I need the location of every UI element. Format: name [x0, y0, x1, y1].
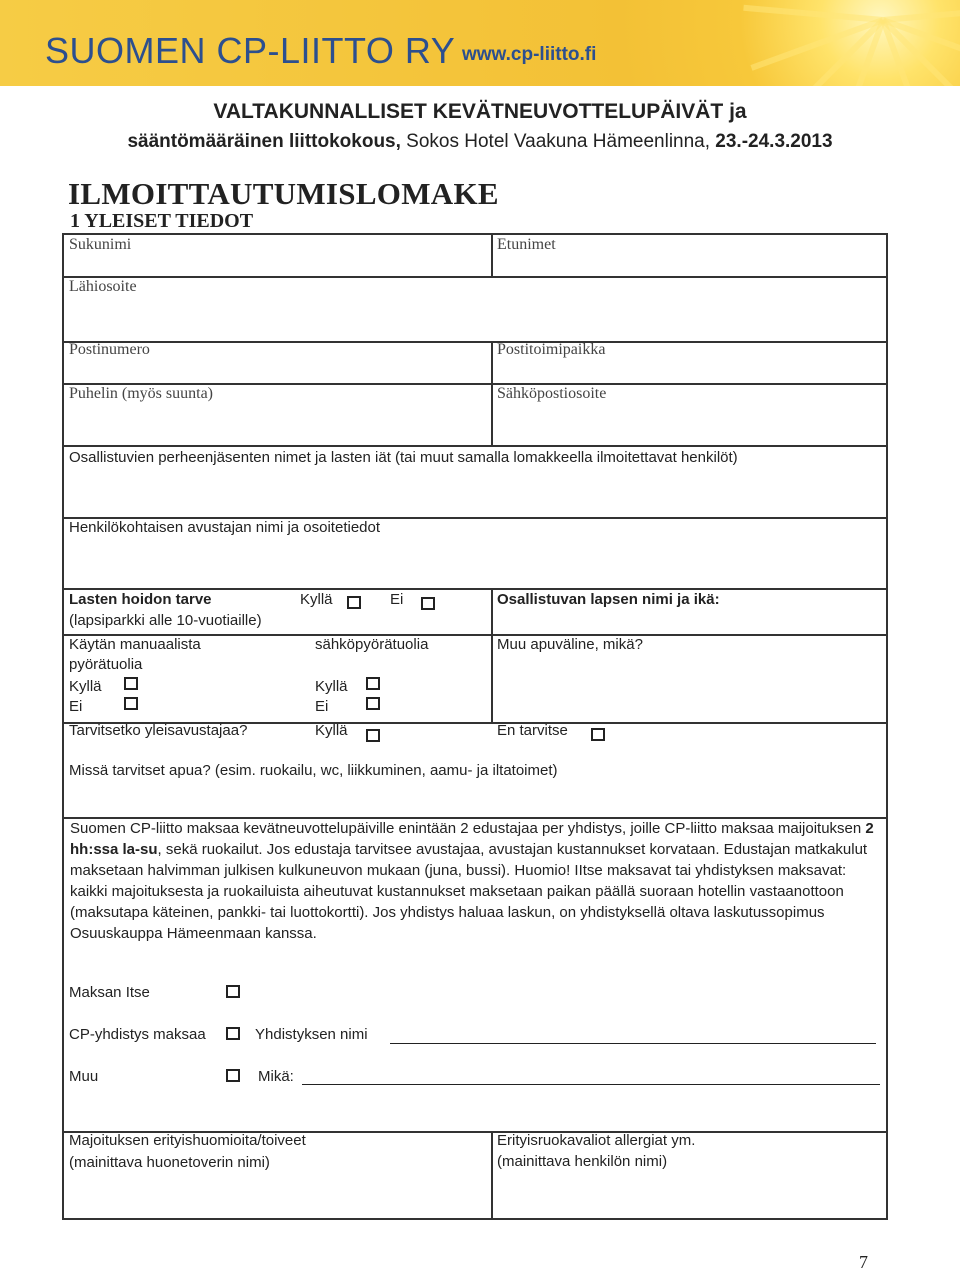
- electric-wheelchair-label: sähköpyörätuolia: [315, 636, 429, 653]
- manual-wheelchair-yes-label: Kyllä: [69, 678, 102, 695]
- payment-info-p1: Suomen CP-liitto maksaa kevätneuvottelupäiville enintään 2 edustajaa per yhdistys, joille CP-liitto maksaa maijoituksen: [70, 820, 866, 837]
- organization-logo-text: SUOMEN CP-LIITTO RY: [45, 30, 456, 71]
- payment-info-bold: 2 hh:ssa la-su: [70, 820, 874, 858]
- manual-wheelchair-no-checkbox[interactable]: [124, 697, 138, 710]
- electric-wheelchair-no-checkbox[interactable]: [366, 697, 380, 710]
- pay-other-what-label: Mikä:: [258, 1068, 294, 1085]
- divider: [64, 276, 886, 278]
- divider: [64, 588, 886, 590]
- website-url[interactable]: www.cp-liitto.fi: [462, 44, 597, 65]
- electric-wheelchair-no-label: Ei: [315, 698, 329, 715]
- electric-wheelchair-yes-label: Kyllä: [315, 678, 348, 695]
- general-assistant-yes-checkbox[interactable]: [366, 729, 380, 742]
- general-assistant-no-checkbox[interactable]: [591, 728, 605, 741]
- general-assistant-no-label: En tarvitse: [497, 722, 568, 739]
- manual-wheelchair-no-label: Ei: [69, 698, 83, 715]
- accommodation-wishes-label-1[interactable]: Majoituksen erityishuomioita/toiveet: [69, 1132, 306, 1149]
- pay-self-checkbox[interactable]: [226, 985, 240, 998]
- field-family-members[interactable]: Osallistuvien perheenjäsenten nimet ja lasten iät (tai muut samalla lomakkeella ilmoitettavat henkilöt): [69, 449, 738, 466]
- column-divider: [491, 588, 493, 723]
- column-divider: [491, 341, 493, 445]
- field-postal-code[interactable]: Postinumero: [69, 341, 150, 358]
- field-email[interactable]: Sähköpostiosoite: [497, 385, 607, 402]
- form-title: ILMOITTAUTUMISLOMAKE: [68, 176, 499, 211]
- pay-association-label: CP-yhdistys maksaa: [69, 1026, 206, 1043]
- divider: [64, 341, 886, 343]
- childcare-note: (lapsiparkki alle 10-vuotiaille): [69, 612, 262, 629]
- association-name-label: Yhdistyksen nimi: [255, 1026, 368, 1043]
- field-city[interactable]: Postitoimipaikka: [497, 341, 606, 358]
- page-number: 7: [859, 1252, 868, 1272]
- childcare-yes-label: Kyllä: [300, 591, 333, 608]
- event-venue: Sokos Hotel Vaakuna Hämeenlinna,: [400, 131, 716, 152]
- manual-wheelchair-label-2: pyörätuolia: [69, 656, 143, 673]
- childcare-yes-checkbox[interactable]: [347, 596, 361, 609]
- pay-other-label: Muu: [69, 1068, 99, 1085]
- pay-self-label: Maksan Itse: [69, 984, 150, 1001]
- event-date: 23.-24.3.2013: [715, 131, 833, 152]
- field-street-address[interactable]: Lähiosoite: [69, 278, 137, 295]
- payment-info-p1-end: , sekä ruokailut. Jos edustaja tarvitsee avustajaa, avustajan kustannukset korvataan. Edustajan matkakulut maksetaan halvimman julkisen kulkuneuvon mukaan (juna, bussi).: [70, 841, 868, 879]
- column-divider: [491, 235, 493, 276]
- general-assistant-yes-label: Kyllä: [315, 722, 348, 739]
- event-subtitle-bold: sääntömääräinen liittokokous,: [127, 131, 401, 152]
- field-personal-assistant[interactable]: Henkilökohtaisen avustajan nimi ja osoitetiedot: [69, 519, 381, 536]
- field-phone[interactable]: Puhelin (myös suunta): [69, 385, 213, 402]
- manual-wheelchair-yes-checkbox[interactable]: [124, 677, 138, 690]
- childcare-no-label: Ei: [390, 591, 404, 608]
- childcare-label: Lasten hoidon tarve: [69, 591, 212, 608]
- pay-association-checkbox[interactable]: [226, 1027, 240, 1040]
- field-first-names[interactable]: Etunimet: [497, 236, 556, 253]
- field-other-aid[interactable]: Muu apuväline, mikä?: [497, 636, 643, 653]
- electric-wheelchair-yes-checkbox[interactable]: [366, 677, 380, 690]
- field-help-needed[interactable]: Missä tarvitset apua? (esim. ruokailu, wc, liikkuminen, aamu- ja iltatoimet): [69, 762, 558, 779]
- payment-info-p2: Huomio! IItse maksavat tai yhdistyksen maksavat: kaikki majoituksesta ja ruokailuista aiheutuvat kustannukset maksetaan paikan päällä suoraan hotellin vastaanottoon (maksutapa käteinen, pankki- tai luottokortti). Jos yhdistys haluaa laskun, on yhdistyksellä oltava laskutussopimus Osuuskauppa Hämeenmaan kanssa.: [70, 862, 847, 942]
- pay-other-input-line[interactable]: [302, 1084, 880, 1085]
- manual-wheelchair-label-1: Käytän manuaalista: [69, 636, 201, 653]
- accommodation-wishes-label-2: (mainittava huonetoverin nimi): [69, 1154, 270, 1171]
- event-title: VALTAKUNNALLISET KEVÄTNEUVOTTELUPÄIVÄT ja: [213, 100, 747, 123]
- childcare-no-checkbox[interactable]: [421, 597, 435, 610]
- column-divider: [491, 1131, 493, 1220]
- field-child-name-age[interactable]: Osallistuvan lapsen nimi ja ikä:: [497, 591, 720, 608]
- field-surname[interactable]: Sukunimi: [69, 236, 132, 253]
- event-subtitle: [0, 131, 960, 153]
- general-assistant-question: Tarvitsetko yleisavustajaa?: [69, 722, 248, 739]
- payment-info-text: [70, 818, 880, 944]
- divider: [64, 445, 886, 447]
- special-diet-label-2: (mainittava henkilön nimi): [497, 1153, 668, 1170]
- section-title: 1 YLEISET TIEDOT: [70, 210, 254, 232]
- pay-other-checkbox[interactable]: [226, 1069, 240, 1082]
- special-diet-label-1[interactable]: Erityisruokavaliot allergiat ym.: [497, 1132, 696, 1149]
- association-name-input-line[interactable]: [390, 1043, 876, 1044]
